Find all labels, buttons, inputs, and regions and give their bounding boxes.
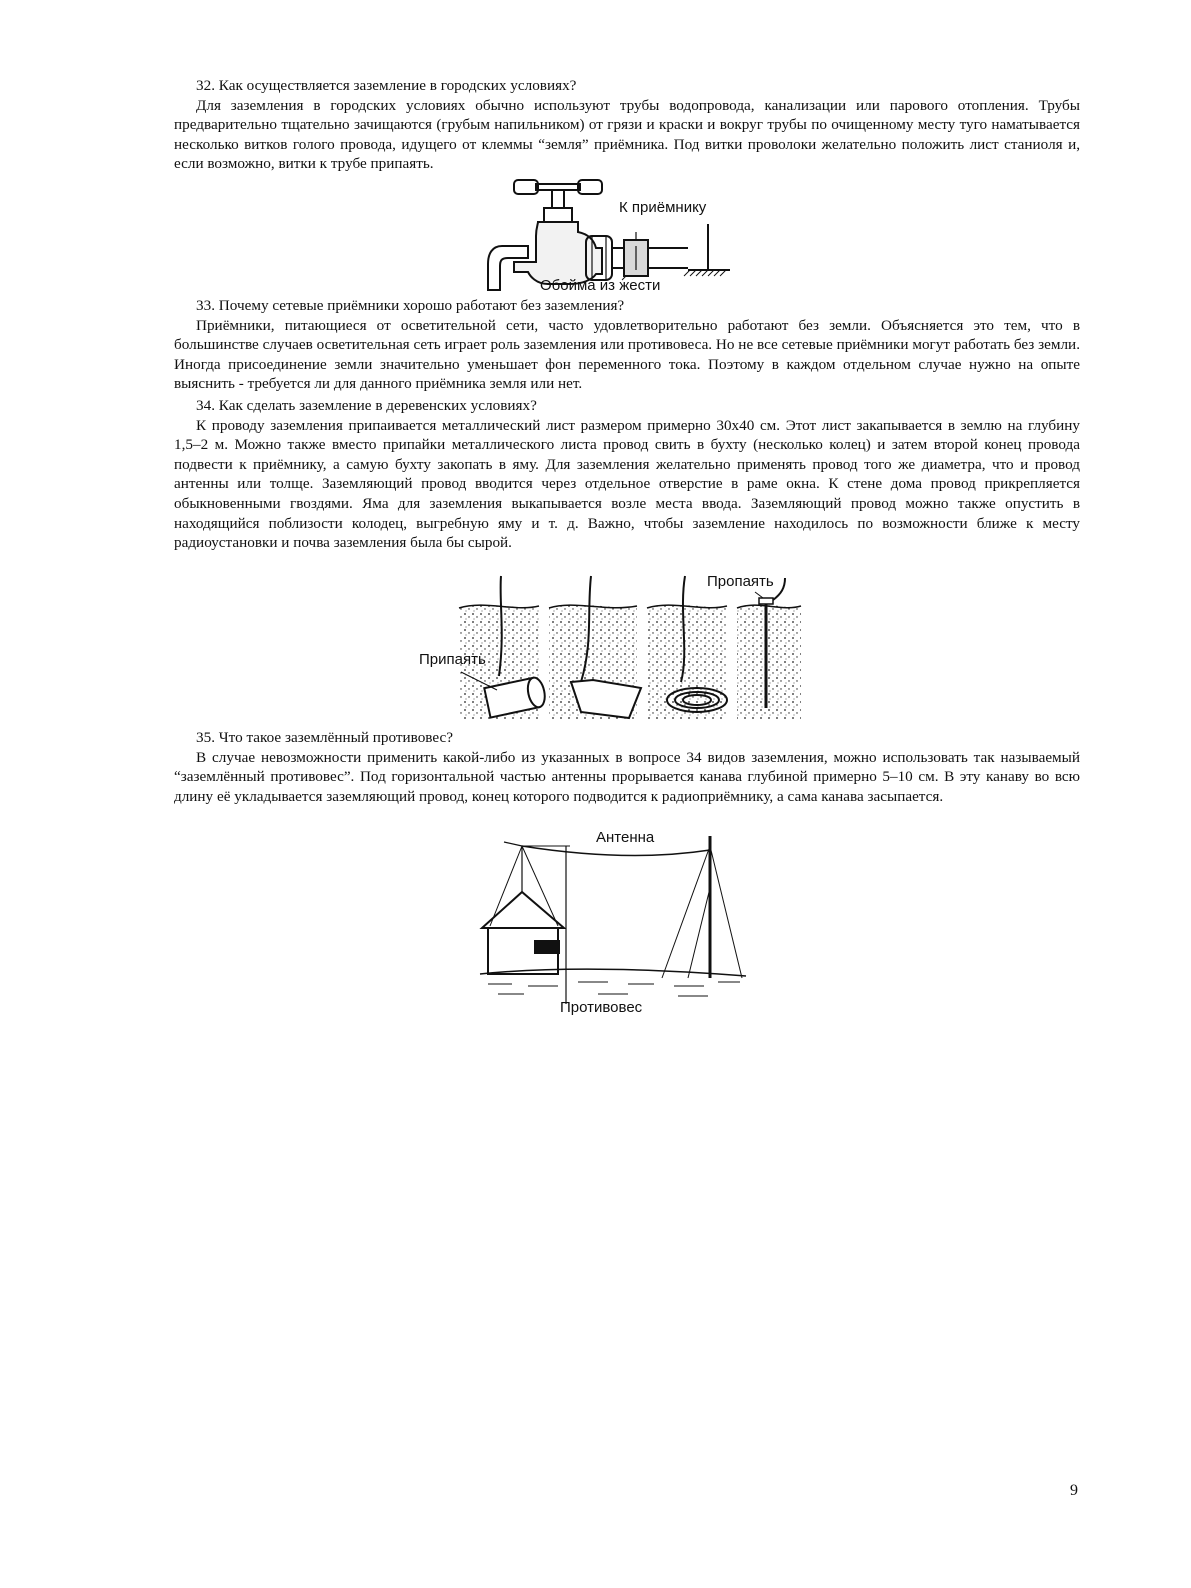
house-drawing bbox=[482, 842, 570, 1004]
label-solder-left: Припаять bbox=[419, 651, 486, 668]
label-tin-clamp: Обойма из жести bbox=[540, 277, 661, 294]
answer-34: К проводу заземления припаивается металлический лист размером примерно 30х40 см. Этот лист закапывается в землю на глубину 1,5–2 м. Можно также вместо припайки металлического листа провод свить в бухту (несколько колец) и затем второй конец провода подвести к приёмнику, а самую бухту закопать в яму. Для заземления желательно применять провод того же диаметра, что и провод антенны или толще. Заземляющий провод вводится через отдельное отверстие в раме окна. К стене дома провод прикрепляется обыкновенными гвоздями. Яма для заземления выкапывается возле места ввода. Заземляющий провод можно также опустить в находящийся поблизости колодец, выгребную яму и т. д. Важно, чтобы заземление находилось по возможности ближе к месту радиоустановки и почва заземления была бы сырой. bbox=[174, 416, 1080, 552]
question-34: 34. Как сделать заземление в деревенских условиях? bbox=[196, 397, 537, 414]
question-32: 32. Как осуществляется заземление в городских условиях? bbox=[196, 77, 577, 94]
label-to-receiver: К приёмнику bbox=[619, 199, 707, 216]
section-34 bbox=[174, 396, 1080, 553]
ground-methods-figure bbox=[415, 572, 815, 724]
answer-32: Для заземления в городских условиях обычно используют трубы водопровода, канализации или парового отопления. Трубы предварительно тщательно зачищаются (грубым напильником) от грязи и краски и вокруг трубы по очищенному месту туго наматывается несколько витков голого провода, идущего от клеммы “земля” приёмника. Под витки проволоки желательно положить лист станиоля и, если возможно, витки к трубе припаять. bbox=[174, 96, 1080, 173]
antenna-counterpoise-figure bbox=[478, 828, 748, 1016]
page-number: 9 bbox=[1070, 1482, 1078, 1499]
question-35: 35. Что такое заземлённый противовес? bbox=[196, 729, 453, 746]
question-33: 33. Почему сетевые приёмники хорошо работают без заземления? bbox=[196, 297, 625, 314]
section-35 bbox=[174, 728, 1080, 806]
section-33 bbox=[174, 296, 1080, 394]
answer-35: В случае невозможности применить какой-либо из указанных в вопросе 34 видов заземления, можно использовать так называемый “заземлённый противовес”. Под горизонтальной частью антенны прорывается канава глубиной примерно 5–10 см. В эту канаву во всю длину её укладывается заземляющий провод, конец которого подводится к радиоприёмнику, а сама канава засыпается. bbox=[174, 748, 1080, 805]
mast-drawing bbox=[662, 836, 742, 978]
label-solder-right: Пропаять bbox=[707, 573, 774, 590]
label-counterpoise: Противовес bbox=[560, 999, 643, 1016]
answer-33: Приёмники, питающиеся от осветительной сети, часто удовлетворительно работают без земли. Объясняется это тем, что в большинстве случаев осветительная сеть играет роль заземления или противовеса. Но не все сетевые приёмники могут работать без земли. Иногда присоединение земли значительно уменьшает фон переменного тока. Поэтому в каждом отдельном случае нужно на опыте выяснить - требуется ли для данного приёмника земля или нет. bbox=[174, 316, 1080, 393]
section-32 bbox=[174, 76, 1080, 174]
label-antenna: Антенна bbox=[596, 829, 655, 846]
faucet-grounding-figure bbox=[478, 176, 748, 294]
